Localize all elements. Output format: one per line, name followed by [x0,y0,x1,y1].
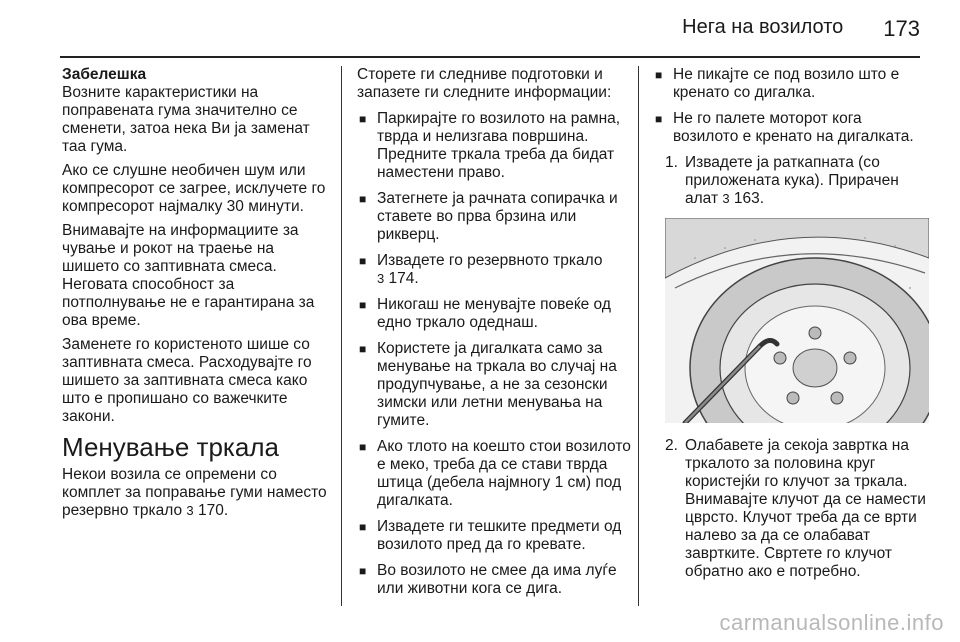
page-reference[interactable]: 174. [388,270,419,287]
intro-paragraph: Сторете ги следниве подготовки и запазете ги следните информации: [357,66,612,101]
list-item: ■ Извадете ги тешките предмети од возилото пред да го кревате. [357,518,632,554]
step-number: 2. [665,437,678,454]
header-rule [60,56,920,58]
precautions-list [357,110,632,598]
list-item: ■ Користете ја дигалката само за менување на тркала во случај на продупчување, а не за сезонски зимски или летни менувања на гумите. [357,340,632,430]
note-paragraph: Ако се слушне необичен шум или компресорот се загрее, исклучете го компресорот најмалку 30 минути. [62,162,326,215]
note-title: Забелешка [62,66,147,83]
steps-list [653,437,928,581]
note-paragraph: Заменете го користеното шише со заптивната смеса. Расходувајте го шишето за заптивната смеса како што е пропишано со важечките закони. [62,336,312,425]
step-item: 2. Олабавете ја секоја завртка на тркалото за половина круг користејќи го клучот за тркала. Внимавајте клучот да се намести цврсто. Клучот треба да се врти налево за да се олабават завртките. Свртете го клучот обратно ако е потребно. [665,437,926,580]
list-item: ■ Извадете го резервното тркало 3 174. [357,252,632,288]
column-divider [341,66,342,606]
column-left [62,66,330,528]
reference-arrow-icon: 3 [722,191,730,206]
step-number: 1. [665,154,678,171]
note-paragraph: Внимавајте на информациите за чување и рокот на траење на шишето со заптивната смеса. Неговата способност за потполнување не е гарантирана за ова време. [62,222,315,329]
list-item: ■ Не го палете моторот кога возилото е кренато на дигалката. [653,110,928,146]
reference-arrow-icon: 3 [186,503,194,518]
site-watermark: carmanualsonline.info [719,610,944,635]
precautions-list [653,66,928,146]
list-item: ■ Ако тлото на коешто стои возилото е меко, треба да се стави тврда штица (дебела најмногу 1 см) под дигалката. [357,438,632,510]
column-right [653,66,928,589]
wheel-hubcap-drawing [665,218,929,423]
list-item: ■ Паркирајте го возилото на рамна, тврда и нелизгава површина. Предните тркала треба да бидат наместени право. [357,110,632,182]
list-item: ■ Во возилото не смее да има луѓе или животни кога се дига. [357,562,632,598]
step-item: 1. Извадете ја раткапната (со приложената кука). Прирачен алат 3 163. [665,154,899,207]
list-item: ■ Никогаш не менувајте повеќе од едно тркало одеднаш. [357,296,632,332]
running-head [682,16,920,42]
wheel-illustration [665,218,929,423]
note-paragraph: Возните карактеристики на поправената гума значително се сменети, затоа нека Ви ја заменат таа гума. [62,84,310,155]
page-reference[interactable]: 163. [733,190,765,207]
list-item: ■ Затегнете ја рачната сопирачка и ставете во прва брзина или рикверц. [357,190,632,244]
reference-arrow-icon: 3 [377,271,385,286]
steps-list [653,154,928,208]
list-item: ■ Не пикајте се под возило што е кренато со дигалка. [653,66,928,102]
page-number: 173 [883,16,920,41]
section-paragraph: Некои возила се опремени со комплет за поправање гуми наместо резервно тркало 3 170. [62,466,327,519]
column-middle [357,66,632,606]
page-reference[interactable]: 170. [197,502,229,519]
column-divider [638,66,639,606]
chapter-title: Нега на возилото [682,16,844,38]
note-box [62,66,330,426]
section-heading: Менување тркала [62,432,279,462]
